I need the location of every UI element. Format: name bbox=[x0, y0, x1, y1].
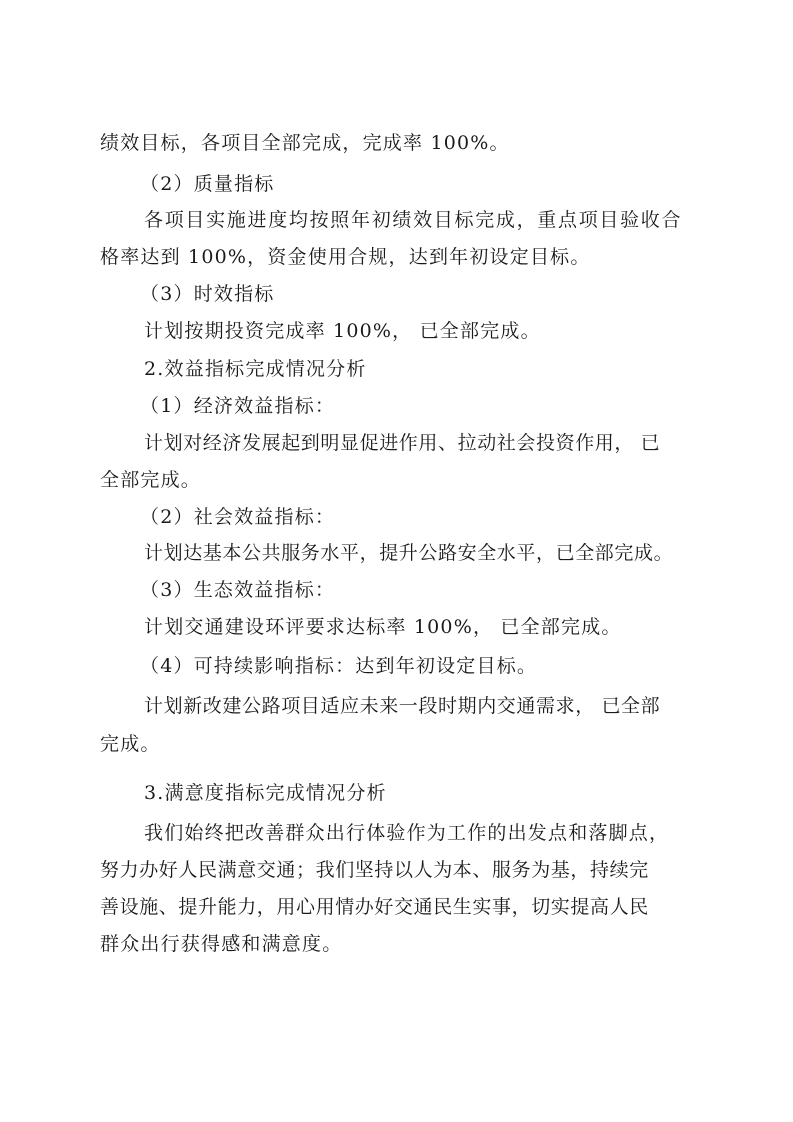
paragraph-line: 全部完成。 bbox=[100, 469, 202, 491]
section-heading: （2）质量指标 bbox=[140, 173, 275, 195]
section-heading: （3）生态效益指标： bbox=[140, 579, 336, 601]
paragraph-line: 计划达基本公共服务水平，提升公路安全水平，已全部完成。 bbox=[144, 542, 674, 564]
section-heading: （4）可持续影响指标：达到年初设定目标。 bbox=[140, 655, 538, 677]
paragraph-line: 格率达到 100%，资金使用合规，达到年初设定目标。 bbox=[100, 246, 591, 268]
paragraph-line: 努力办好人民满意交通；我们坚持以人为本、服务为基，持续完 bbox=[100, 859, 649, 881]
section-heading: （3）时效指标 bbox=[140, 283, 275, 305]
section-heading: （2）社会效益指标： bbox=[140, 506, 336, 528]
section-heading: 2.效益指标完成情况分析 bbox=[144, 358, 367, 380]
paragraph-line: 计划按期投资完成率 100%， 已全部完成。 bbox=[144, 320, 541, 342]
paragraph-line: 群众出行获得感和满意度。 bbox=[100, 933, 343, 955]
paragraph-line: 计划新改建公路项目适应未来一段时期内交通需求， 已全部 bbox=[144, 695, 661, 717]
paragraph-line: 各项目实施进度均按照年初绩效目标完成，重点项目验收合 bbox=[144, 209, 683, 231]
paragraph-line: 完成。 bbox=[100, 733, 161, 755]
paragraph-line: 我们始终把改善群众出行体验作为工作的出发点和落脚点， bbox=[144, 822, 670, 844]
section-heading: 3.满意度指标完成情况分析 bbox=[144, 782, 387, 804]
section-heading: （1）经济效益指标： bbox=[140, 395, 336, 417]
paragraph-line: 绩效目标，各项目全部完成，完成率 100%。 bbox=[100, 132, 510, 154]
paragraph-line: 计划交通建设环评要求达标率 100%， 已全部完成。 bbox=[144, 616, 622, 638]
paragraph-line: 善设施、提升能力，用心用情办好交通民生实事，切实提高人民 bbox=[100, 896, 649, 918]
paragraph-line: 计划对经济发展起到明显促进作用、拉动社会投资作用， 已 bbox=[144, 432, 661, 454]
